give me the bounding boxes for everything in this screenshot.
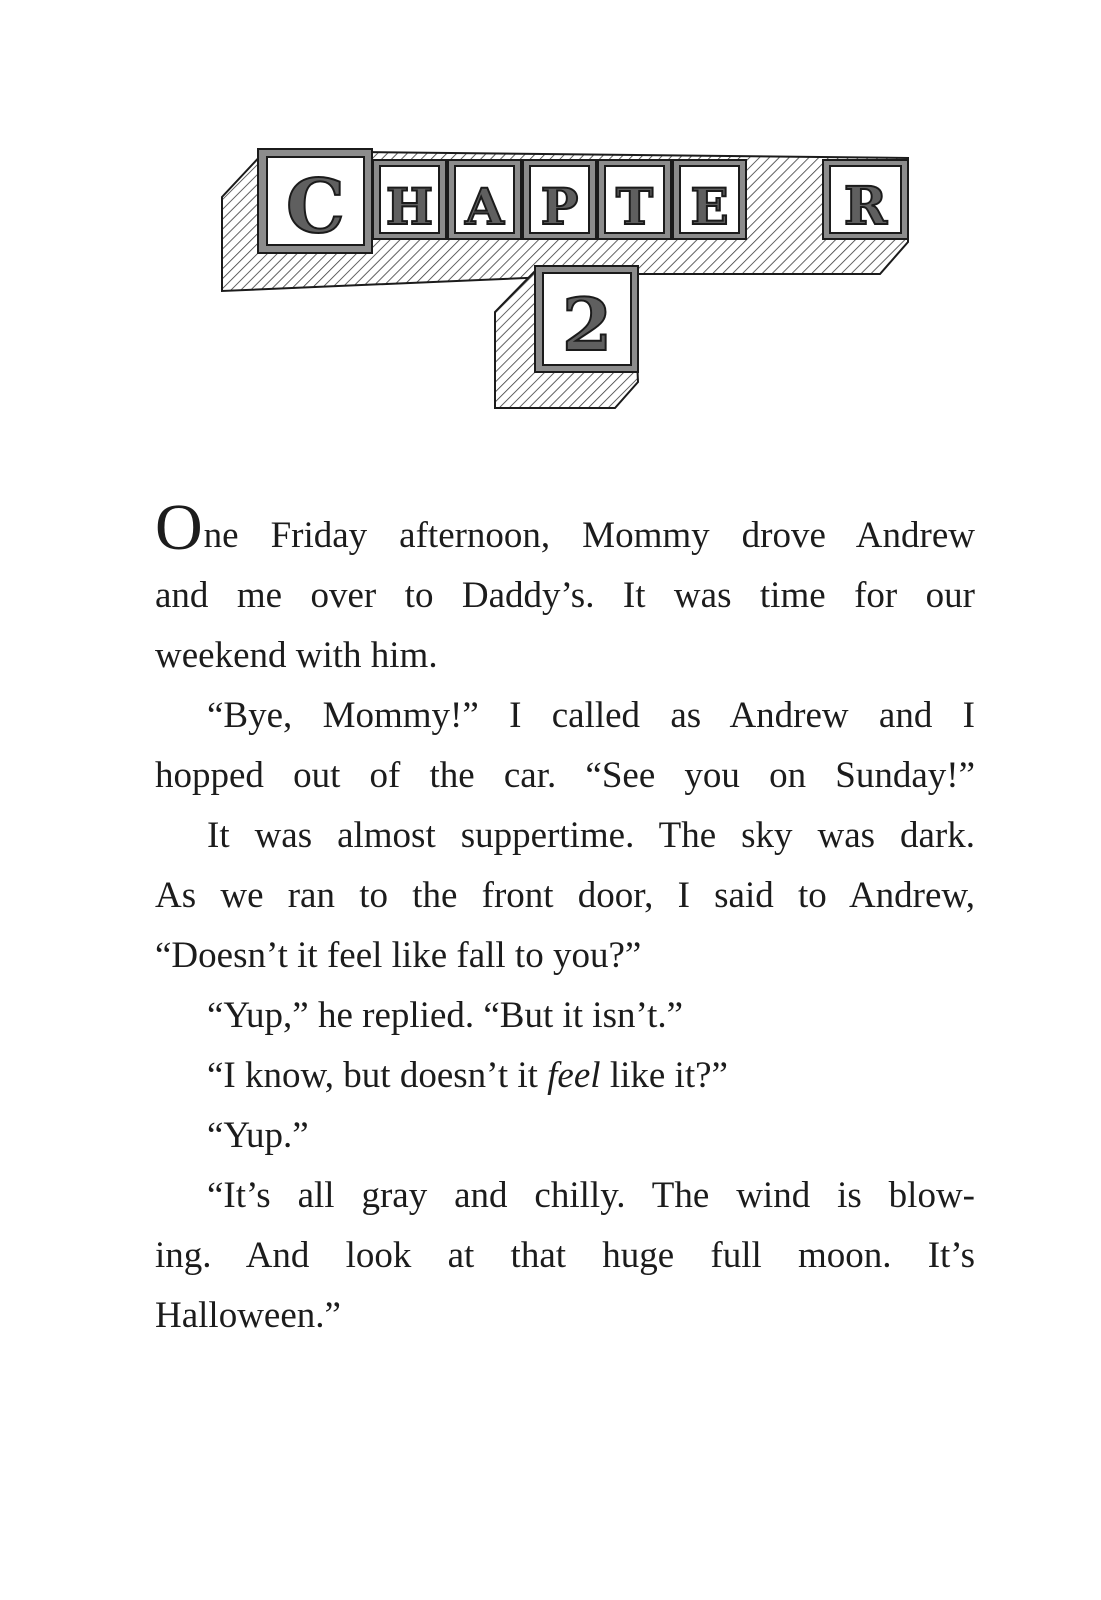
paragraph-4: “Yup,” he replied. “But it isn’t.” (207, 995, 684, 1036)
paragraph-3-line-3: “Doesn’t it feel like fall to you?” (155, 935, 642, 976)
paragraph-7-line-1: “It’s all gray and chilly. The wind is blow- (207, 1175, 975, 1216)
paragraph-1-line-2: and me over to Daddy’s. It was time for our (155, 575, 975, 616)
letter-block-a (448, 160, 521, 239)
paragraph-6: “Yup.” (207, 1115, 309, 1156)
paragraph-1-line-1: One Friday afternoon, Mommy drove Andrew (155, 491, 975, 564)
svg-text:T: T (615, 177, 654, 236)
paragraph-2-line-2: hopped out of the car. “See you on Sunday!” (155, 755, 975, 796)
paragraph-2-line-1: “Bye, Mommy!” I called as Andrew and I (207, 695, 975, 736)
paragraph-3-line-2: As we ran to the front door, I said to Andrew, (155, 875, 975, 916)
svg-text:C: C (286, 164, 345, 250)
letter-block-frame (748, 160, 821, 239)
chapter-number-block (535, 266, 638, 372)
letter-block-e (673, 160, 746, 239)
paragraph-1-line-3: weekend with him. (155, 635, 438, 676)
svg-text:R: R (843, 176, 888, 237)
paragraph-3-line-1: It was almost suppertime. The sky was dark. (207, 815, 975, 856)
letter-block-t (598, 160, 671, 239)
letter-block-p (523, 160, 596, 239)
svg-text:P: P (540, 177, 579, 236)
chapter-heading (220, 142, 920, 417)
paragraph-7-line-2: ing. And look at that huge full moon. It’s (155, 1235, 975, 1276)
svg-text:E: E (690, 177, 729, 236)
paragraph-7-line-3: Halloween.” (155, 1295, 341, 1336)
drop-cap: O (155, 491, 203, 564)
svg-text:2: 2 (561, 282, 613, 367)
paragraph-5: “I know, but doesn’t it feel like it?” (207, 1055, 728, 1096)
svg-text:A: A (465, 177, 504, 236)
letter-block-c (258, 149, 372, 253)
svg-text:H: H (385, 177, 434, 236)
letter-block-h (373, 160, 446, 239)
chapter-body-text (155, 491, 975, 1346)
emphasis-feel: feel (547, 1055, 601, 1096)
